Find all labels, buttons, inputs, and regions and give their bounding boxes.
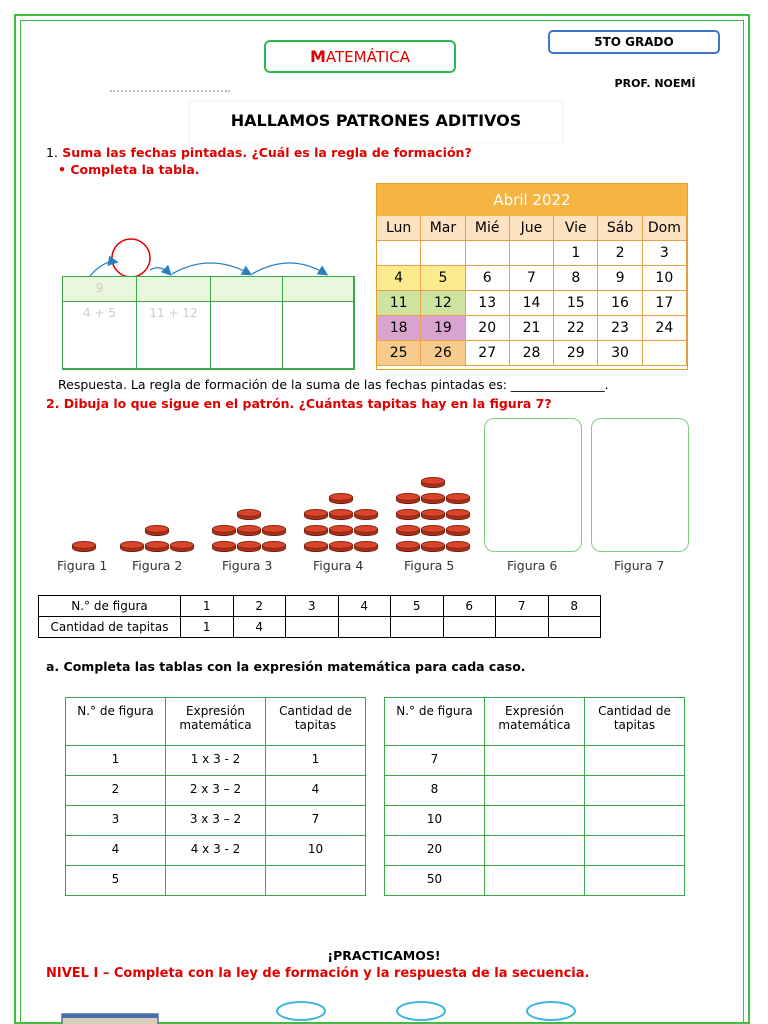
quantity-cell[interactable] [548,617,601,638]
figure-number-cell: 8 [385,776,485,806]
question-1-bullet: • Completa la tabla. [58,162,200,177]
bottle-cap [237,509,261,521]
figure-number-cell: 1 [181,596,234,617]
calendar-date [510,241,554,266]
calendar-date: 14 [510,291,554,316]
answer-oval[interactable] [396,1001,446,1021]
quantity-cell[interactable] [585,866,685,896]
expression-table-right [384,697,685,896]
calendar-date [421,241,465,266]
figure-number-cell: 8 [548,596,601,617]
bottle-cap [329,509,353,521]
bottle-cap [446,493,470,505]
bottle-cap [329,541,353,553]
page-title: HALLAMOS PATRONES ADITIVOS [190,102,562,142]
expression-cell[interactable] [485,836,585,866]
bottle-cap [421,525,445,537]
calendar-date: 5 [421,266,465,291]
column-header: Expresión matemática [166,698,266,746]
bottle-cap [396,493,420,505]
bottle-cap [237,525,261,537]
calendar-date: 9 [598,266,642,291]
subject-box [264,40,456,73]
row-header: Cantidad de tapitas [39,617,181,638]
figure-7-drawing-box[interactable] [591,418,689,552]
expression-cell[interactable] [485,776,585,806]
calendar-day-header: Jue [510,216,554,241]
expression-cell: 2 x 3 – 2 [166,776,266,806]
quantity-cell[interactable] [585,836,685,866]
calendar-date: 29 [554,341,598,366]
calendar-date: 17 [643,291,687,316]
teacher-name: PROF. NOEMÍ [614,77,696,90]
bottle-cap [212,525,236,537]
figure-number-cell: 5 [66,866,166,896]
calendar-date: 4 [377,266,421,291]
column-header: Expresión matemática [485,698,585,746]
sum-table-cell[interactable] [283,302,354,369]
sum-table-cell[interactable]: 9 [63,277,137,302]
column-header: N.° de figura [66,698,166,746]
figure-number-cell: 4 [338,596,391,617]
figure-label: Figura 2 [132,558,183,573]
quantity-cell[interactable] [266,866,366,896]
bottle-cap [446,525,470,537]
bottle-cap [354,525,378,537]
question-1-number: 1. [46,145,58,160]
expression-cell: 1 x 3 - 2 [166,746,266,776]
expression-cell[interactable] [485,806,585,836]
answer-oval[interactable] [276,1001,326,1021]
bottle-cap [237,541,261,553]
expression-cell[interactable] [485,866,585,896]
sum-table-cell[interactable]: 4 + 5 [63,302,137,369]
calendar-date: 12 [421,291,465,316]
calendar-date: 3 [643,241,687,266]
calendar-date [466,241,510,266]
calendar-date: 28 [510,341,554,366]
figure-number-cell: 10 [385,806,485,836]
figure-label: Figura 6 [507,558,558,573]
quantity-cell[interactable] [585,776,685,806]
expression-cell: 3 x 3 – 2 [166,806,266,836]
figure-number-cell: 1 [66,746,166,776]
sum-table-cell[interactable] [283,277,354,302]
bottle-cap [145,525,169,537]
question-a-text: a. Completa las tablas con la expresión matemática para cada caso. [46,659,526,674]
calendar-date [377,241,421,266]
sum-table [62,276,355,370]
calendar-date: 1 [554,241,598,266]
row-header: N.° de figura [39,596,181,617]
sum-table-cell[interactable] [137,277,211,302]
figure-label: Figura 5 [404,558,455,573]
bottle-cap [120,541,144,553]
calendar-date: 30 [598,341,642,366]
calendar-date: 15 [554,291,598,316]
calendar-date: 6 [466,266,510,291]
bottle-cap [396,525,420,537]
bottle-cap [421,509,445,521]
calendar-date: 25 [377,341,421,366]
calendar-date: 18 [377,316,421,341]
calendar-grid [377,216,687,366]
figure-number-cell: 7 [385,746,485,776]
expression-table-left [65,697,366,896]
figure-number-cell: 6 [443,596,496,617]
calendar-date: 24 [643,316,687,341]
sum-table-cell[interactable]: 11 + 12 [137,302,211,369]
sum-table-cell[interactable] [211,302,283,369]
bottle-cap [354,509,378,521]
bottle-cap [446,509,470,521]
quantity-cell: 10 [266,836,366,866]
bottle-cap [421,493,445,505]
calendar-date: 16 [598,291,642,316]
calendar-date: 7 [510,266,554,291]
bottle-cap [145,541,169,553]
answer-circle [112,239,150,277]
quantity-cell[interactable] [443,617,496,638]
calendar-date: 19 [421,316,465,341]
quantity-cell[interactable] [585,746,685,776]
calendar-date: 22 [554,316,598,341]
quantity-cell[interactable] [286,617,339,638]
figure-number-cell: 2 [66,776,166,806]
bottle-cap [329,525,353,537]
quantity-cell[interactable] [585,806,685,836]
figure-label: Figura 7 [614,558,665,573]
figure-label: Figura 4 [313,558,364,573]
figure-number-cell: 3 [286,596,339,617]
figure-number-cell: 7 [496,596,549,617]
column-header: Cantidad de tapitas [266,698,366,746]
bottle-cap [304,509,328,521]
calendar-day-header: Lun [377,216,421,241]
bottle-cap [72,541,96,553]
quantity-cell: 4 [266,776,366,806]
bottle-cap [421,541,445,553]
subject-initial: M [309,47,326,66]
calendar [376,183,688,370]
bottle-cap [396,509,420,521]
sum-table-cell[interactable] [211,277,283,302]
figure-6-drawing-box[interactable] [484,418,582,552]
calendar-day-header: Dom [643,216,687,241]
bottle-cap [446,541,470,553]
figure-label: Figura 1 [57,558,108,573]
grade-box: 5TO GRADO [548,30,720,54]
bottle-cap [212,541,236,553]
figure-number-cell: 2 [233,596,286,617]
bottle-cap [304,525,328,537]
expression-cell: 4 x 3 - 2 [166,836,266,866]
subject-name: ATEMÁTICA [325,48,411,66]
question-2-text: 2. Dibuja lo que sigue en el patrón. ¿Cuántas tapitas hay en la figura 7? [46,396,552,411]
level-1-instructions: NIVEL I – Completa con la ley de formación y la respuesta de la secuencia. [46,966,590,981]
bottle-cap [329,493,353,505]
bottle-cap [304,541,328,553]
bottle-cap [354,541,378,553]
bottle-cap [170,541,194,553]
calendar-date [643,341,687,366]
quantity-cell: 1 [266,746,366,776]
bottle-cap [262,525,286,537]
quantity-cell: 7 [266,806,366,836]
question-1 [46,145,472,160]
figure-number-cell: 20 [385,836,485,866]
figure-number-cell: 50 [385,866,485,896]
answer-line-1: Respuesta. La regla de formación de la suma de las fechas pintadas es: _______________. [58,377,609,392]
calendar-day-header: Mié [466,216,510,241]
figure-label: Figura 3 [222,558,273,573]
calendar-date: 26 [421,341,465,366]
calendar-day-header: Mar [421,216,465,241]
figure-number-cell: 5 [391,596,444,617]
calendar-date: 27 [466,341,510,366]
calendar-date: 2 [598,241,642,266]
quantity-cell[interactable] [391,617,444,638]
column-header: N.° de figura [385,698,485,746]
figure-number-cell: 3 [66,806,166,836]
sequence-image-fragment [60,1010,160,1024]
calendar-date: 20 [466,316,510,341]
answer-oval[interactable] [526,1001,576,1021]
calendar-day-header: Vie [554,216,598,241]
bottle-cap [421,477,445,489]
calendar-date: 11 [377,291,421,316]
calendar-day-header: Sáb [598,216,642,241]
question-1-text: Suma las fechas pintadas. ¿Cuál es la regla de formación? [62,145,472,160]
scan-smudge [110,90,230,95]
calendar-date: 8 [554,266,598,291]
quantity-cell[interactable] [338,617,391,638]
expression-cell[interactable] [166,866,266,896]
figure-number-cell: 4 [66,836,166,866]
caps-count-table [38,595,601,638]
practice-title: ¡PRACTICAMOS! [327,948,441,963]
calendar-title: Abril 2022 [377,184,687,216]
calendar-date: 21 [510,316,554,341]
bottle-cap [262,541,286,553]
sequence-arrows [60,238,360,280]
calendar-date: 23 [598,316,642,341]
quantity-cell[interactable] [496,617,549,638]
expression-cell[interactable] [485,746,585,776]
column-header: Cantidad de tapitas [585,698,685,746]
quantity-cell[interactable]: 4 [233,617,286,638]
bottle-cap [396,541,420,553]
calendar-date: 13 [466,291,510,316]
calendar-date: 10 [643,266,687,291]
quantity-cell[interactable]: 1 [181,617,234,638]
